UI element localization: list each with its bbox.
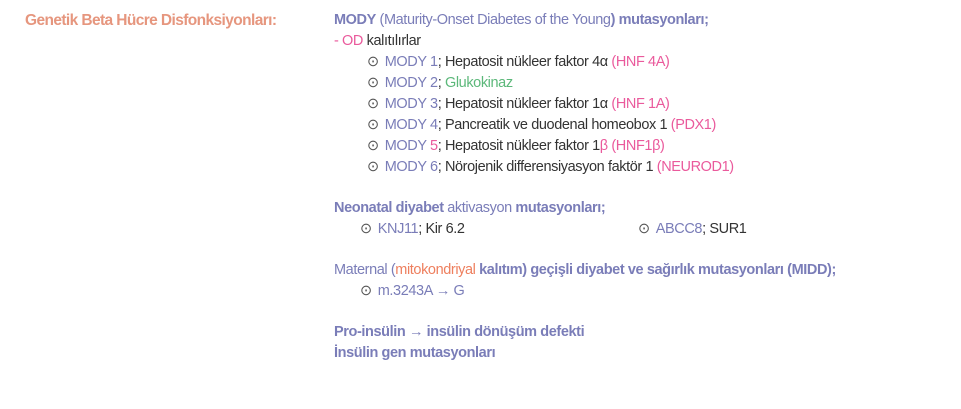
content-body [334, 10, 836, 364]
bullet-icon: ⊙ [367, 54, 379, 70]
inheritance-text: kalıtılırlar [363, 33, 421, 49]
bullet-icon: ⊙ [367, 138, 379, 154]
neonatal-heading-suffix: mutasyonları; [515, 200, 606, 216]
mody-type: MODY 3 [384, 96, 438, 112]
list-item [334, 281, 836, 302]
mody-type: MODY [384, 138, 431, 154]
list-item [334, 157, 836, 178]
maternal-heading-suffix: ) geçişli diyabet ve sağırlık mutasyonları (MIDD); [522, 262, 836, 278]
mody-description-beta: β [599, 138, 608, 154]
mody-heading-paren-open: ( [375, 12, 384, 28]
bullet-icon: ⊙ [360, 221, 372, 237]
mody-heading-label: MODY [334, 12, 376, 28]
mutation-name: m.3243A → G [377, 283, 465, 299]
list-item [334, 73, 836, 94]
list-item [360, 219, 638, 240]
mody-heading-suffix: ) mutasyonları; [610, 12, 709, 28]
inheritance-od: - OD [334, 33, 364, 49]
mody-description: ; Hepatosit nükleer faktor 1 [437, 138, 600, 154]
neonatal-heading [334, 198, 836, 219]
neonatal-heading-middle: aktivasyon [443, 200, 516, 216]
proinsulin-defect: Pro-insülin → insülin dönüşüm defekti [334, 324, 585, 340]
mody-gene: (HNF 4A) [611, 54, 670, 70]
list-item [334, 52, 836, 73]
mody-description: ; Hepatosit nükleer faktor 1α [437, 96, 612, 112]
mody-heading-expansion: Maturity-Onset Diabetes of the Young [383, 12, 611, 28]
gene-name: ABCC8 [655, 221, 703, 237]
mody-description: ; [437, 75, 445, 91]
mody-description: ; Pancreatik ve duodenal homeobox 1 [437, 117, 671, 133]
mody-description: ; Hepatosit nükleer faktor 4α [437, 54, 612, 70]
spacer [334, 240, 836, 260]
list-item [334, 115, 836, 136]
mody-gene: (HNF 1A) [611, 96, 670, 112]
mody-description: ; Nörojenik differensiyasyon faktör 1 [437, 159, 657, 175]
mody-heading [334, 10, 836, 31]
mody-type-number: 5 [430, 138, 438, 154]
bullet-icon: ⊙ [638, 221, 650, 237]
maternal-heading-mito: mitokondriyal [395, 262, 476, 278]
mody-gene: (PDX1) [670, 117, 716, 133]
gene-product: ; Kir 6.2 [418, 221, 465, 237]
bullet-icon: ⊙ [360, 283, 372, 299]
mody-gene: (NEUROD1) [656, 159, 734, 175]
bullet-icon: ⊙ [367, 96, 379, 112]
neonatal-genes [334, 219, 836, 240]
maternal-heading-inheritance: kalıtım [475, 262, 523, 278]
bullet-icon: ⊙ [367, 117, 379, 133]
spacer [334, 302, 836, 322]
gene-name: KNJ11 [377, 221, 419, 237]
mody-type: MODY 1 [384, 54, 438, 70]
mody-gene: (HNF1β) [607, 138, 665, 154]
bullet-icon: ⊙ [367, 159, 379, 175]
maternal-heading [334, 260, 836, 281]
mody-gene: Glukokinaz [444, 75, 513, 91]
spacer [334, 178, 836, 198]
mody-inheritance [334, 31, 836, 52]
bullet-icon: ⊙ [367, 75, 379, 91]
mody-type: MODY 2 [384, 75, 438, 91]
mody-type: MODY 6 [384, 159, 438, 175]
insulin-gene-mutations: İnsülin gen mutasyonları [334, 345, 496, 361]
maternal-heading-label: Maternal ( [334, 262, 396, 278]
section-title: Genetik Beta Hücre Disfonksiyonları: [25, 12, 277, 29]
list-item [334, 136, 836, 157]
gene-product: ; SUR1 [702, 221, 747, 237]
mody-type: MODY 4 [384, 117, 438, 133]
list-item [638, 219, 746, 240]
list-item [334, 94, 836, 115]
neonatal-heading-label: Neonatal diyabet [334, 200, 444, 216]
